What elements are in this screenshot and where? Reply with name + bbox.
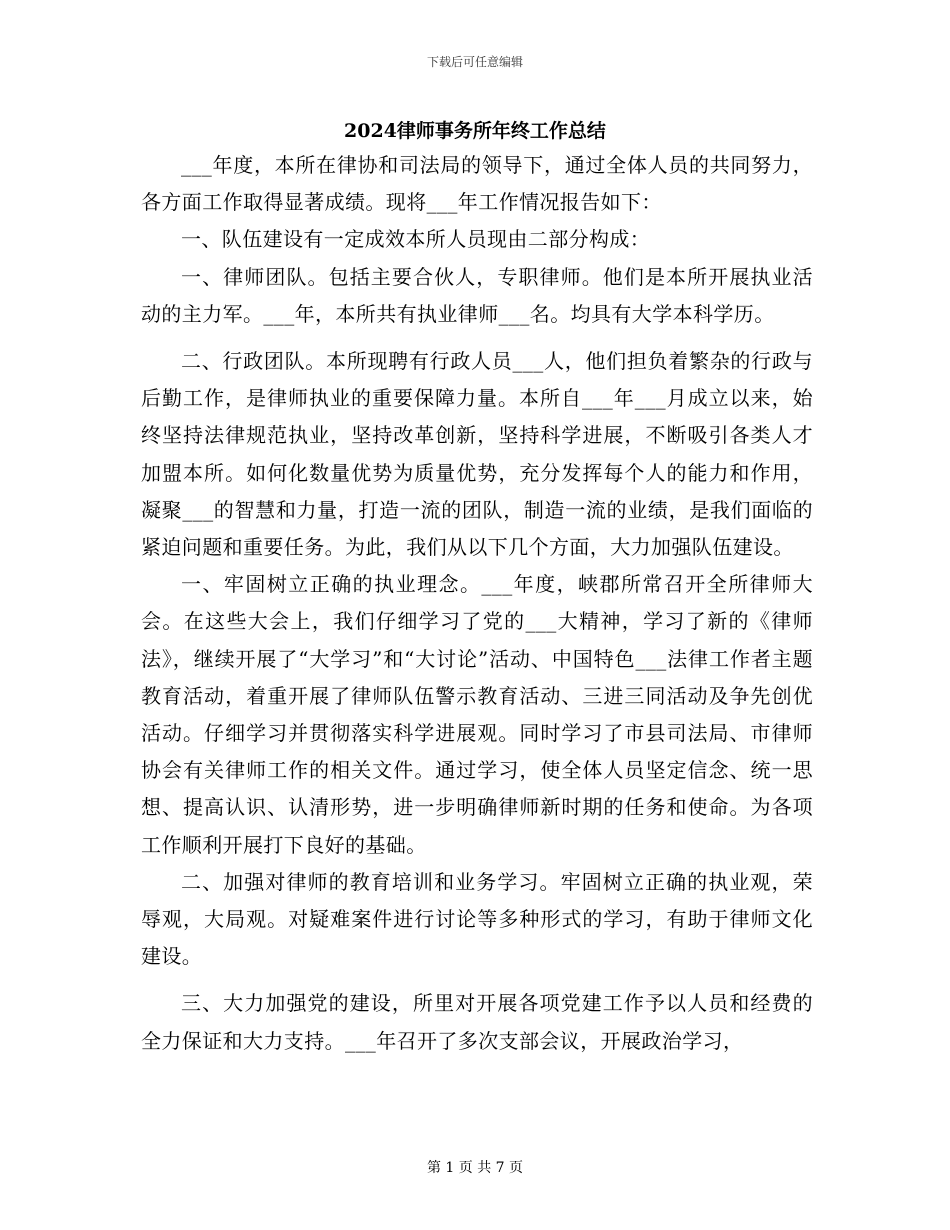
paragraph-section-heading: 一、队伍建设有一定成效本所人员现由二部分构成： [181, 227, 651, 252]
paragraph-practice-philosophy: 一、牢固树立正确的执业理念。___年度，峡郡所常召开全所律师大会。在这些大会上，我们仔细学习了党的___大精神，学习了新的《律师法》，继续开展了“大学习”和“大讨论”活动、中国特色___法律工作者主题教育活动，着重开展了律师队伍警示教育活动、三进三同活动及争先创优活动。仔细学习并贯彻落实科学进展观。同时学习了市县司法局、市律师协会有关律师工作的相关文件。通过学习，使全体人员坚定信念、统一思想、提高认识、认清形势，进一步明确律师新时期的任务和使命。为各项工作顺利开展打下良好的基础。 [141, 572, 813, 857]
page-number: 第 1 页 共 7 页 [426, 1160, 524, 1176]
document-body [141, 147, 813, 1060]
paragraph-training: 二、加强对律师的教育培训和业务学习。牢固树立正确的执业观，荣辱观，大局观。对疑难案件进行讨论等多种形式的学习，有助于律师文化建设。 [141, 869, 813, 969]
paragraph-party-building: 三、大力加强党的建设，所里对开展各项党建工作予以人员和经费的全力保证和大力支持。___年召开了多次支部会议，开展政治学习， [141, 991, 813, 1053]
document-title: 2024律师事务所年终工作总结 [344, 120, 606, 142]
page-header-note: 下载后可任意编辑 [426, 55, 523, 69]
paragraph-lawyer-team: 一、律师团队。包括主要合伙人，专职律师。他们是本所开展执业活动的主力军。___年，本所共有执业律师___名。均具有大学本科学历。 [141, 264, 813, 326]
paragraph-admin-team: 二、行政团队。本所现聘有行政人员___人，他们担负着繁杂的行政与后勤工作，是律师执业的重要保障力量。本所自___年___月成立以来，始终坚持法律规范执业，坚持改革创新，坚持科学进展，不断吸引各类人才加盟本所。如何化数量优势为质量优势，充分发挥每个人的能力和作用，凝聚___的智慧和力量，打造一流的团队，制造一流的业绩，是我们面临的紧迫问题和重要任务。为此，我们从以下几个方面，大力加强队伍建设。 [141, 349, 813, 560]
paragraph-intro: ___年度，本所在律协和司法局的领导下，通过全体人员的共同努力，各方面工作取得显著成绩。现将___年工作情况报告如下： [141, 153, 813, 215]
